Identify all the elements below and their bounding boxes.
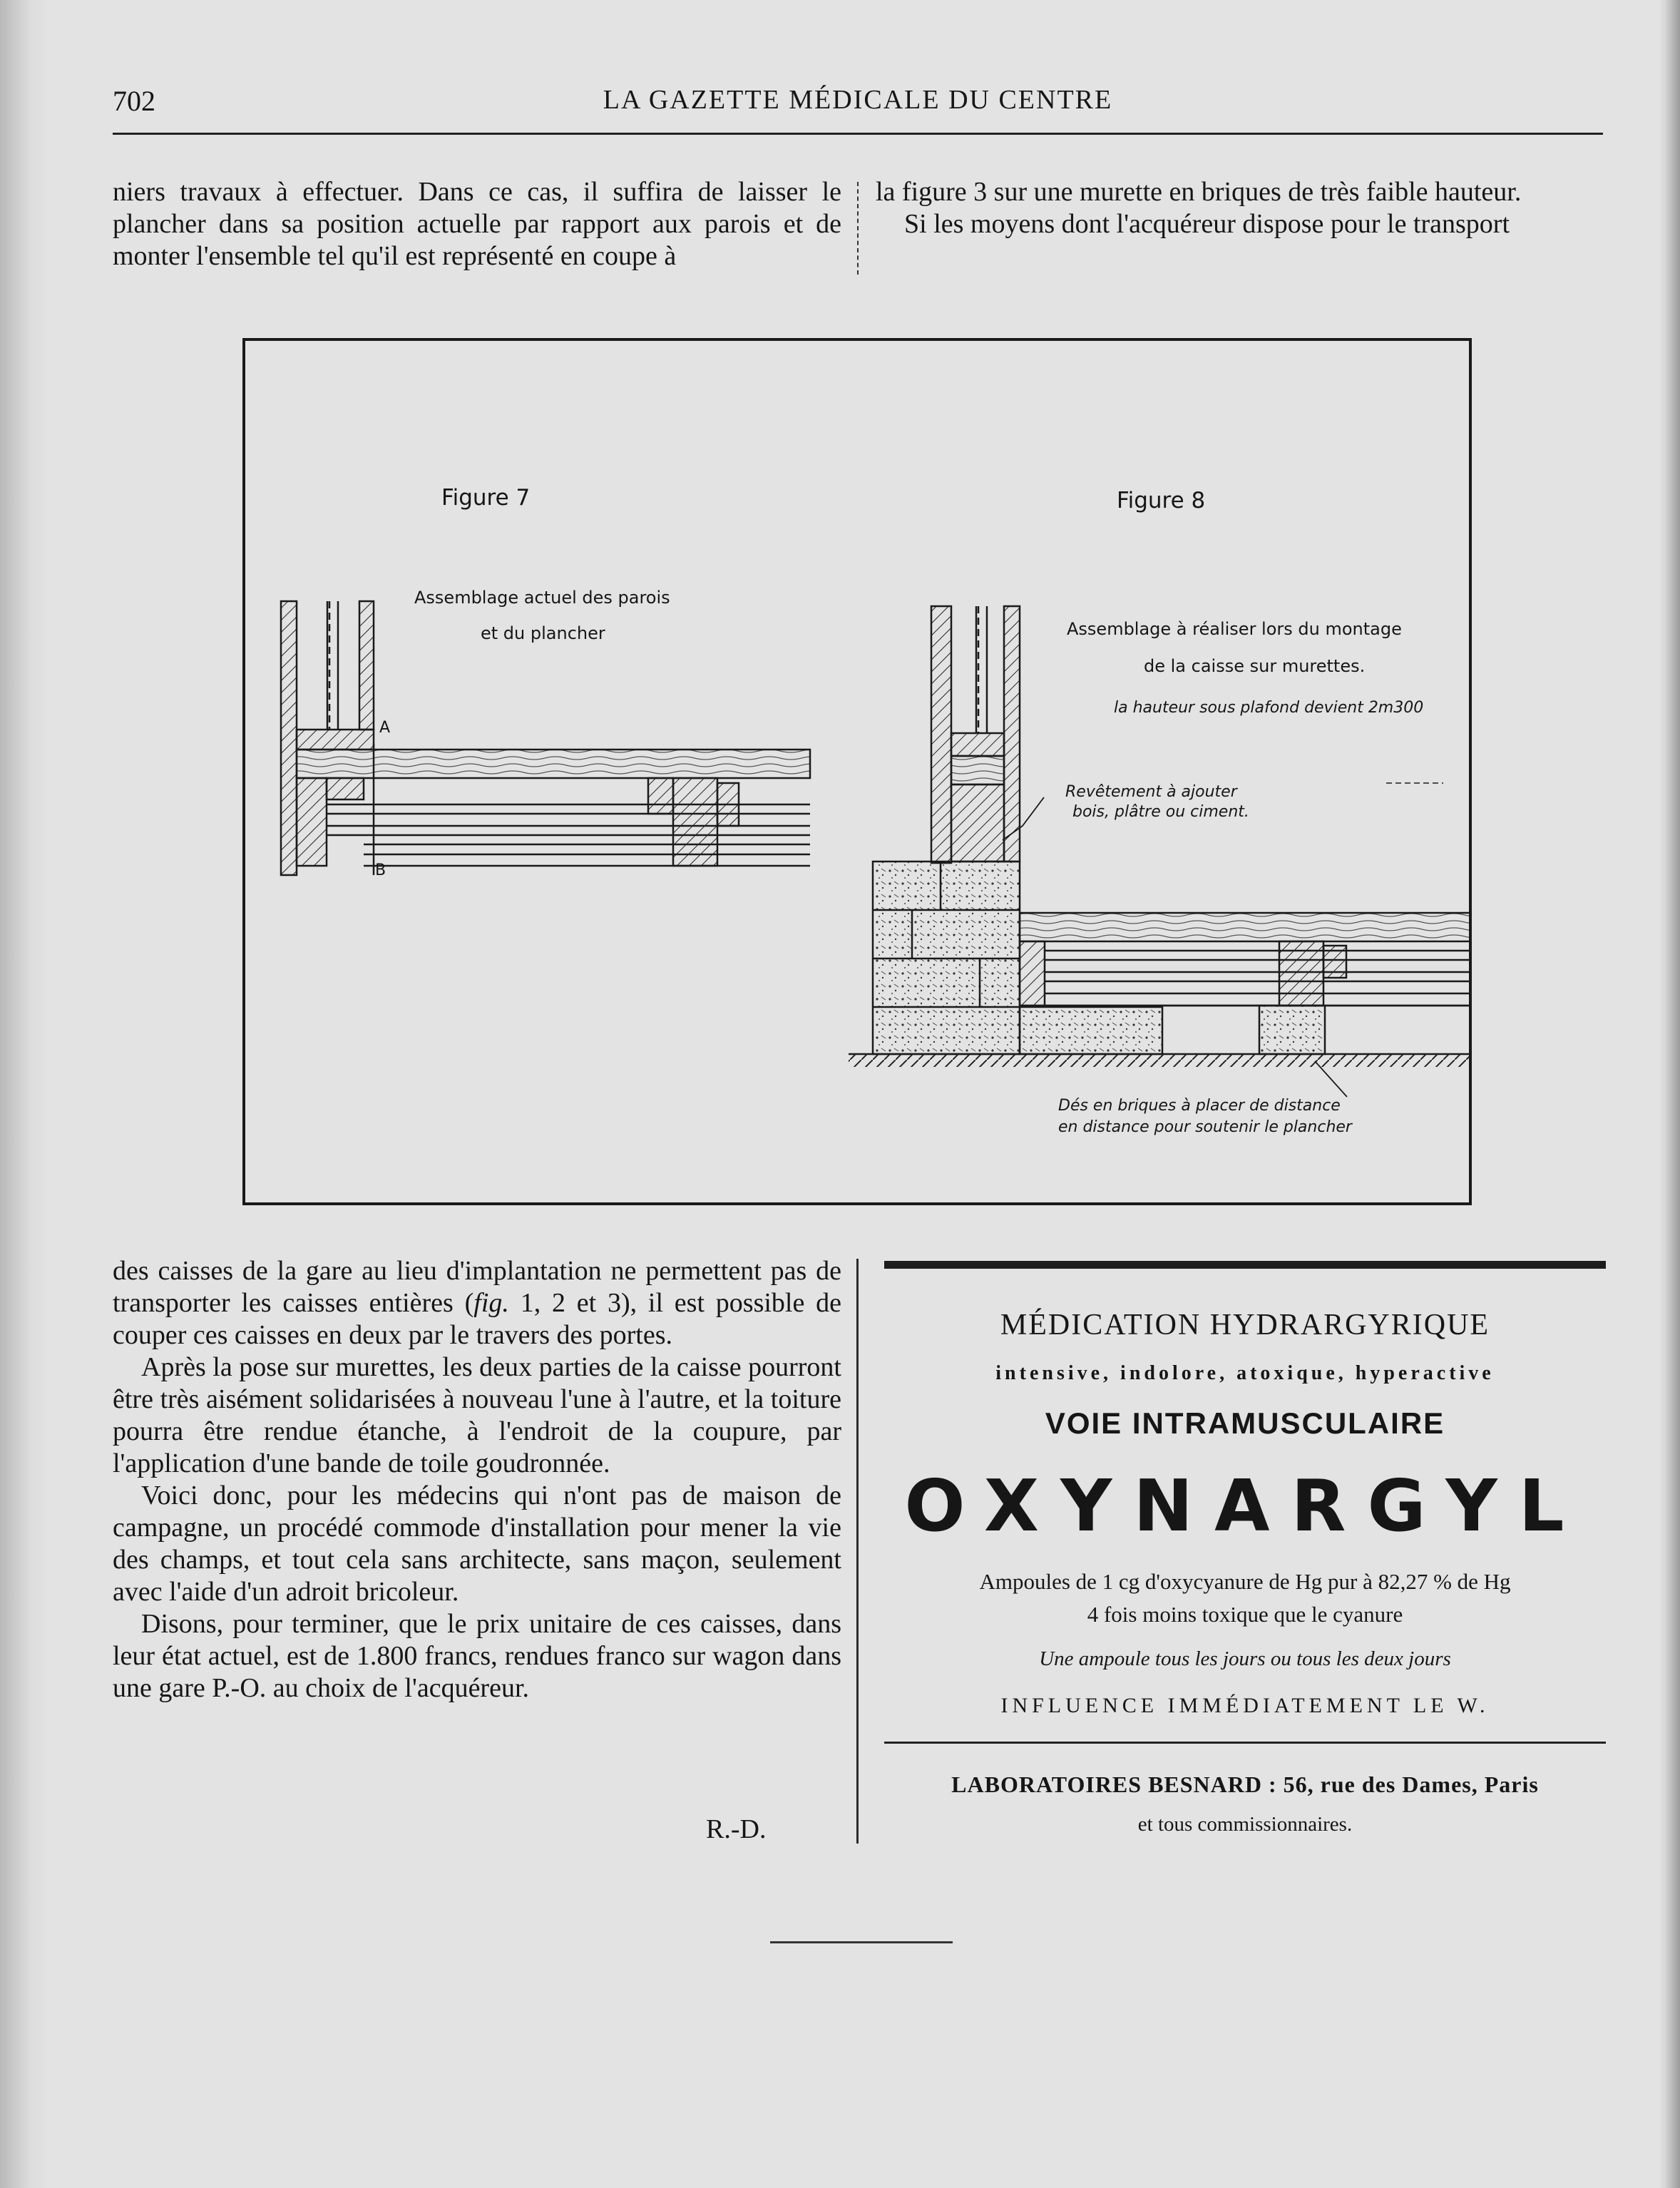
running-head bbox=[113, 84, 1603, 127]
article-column-bottom-left bbox=[113, 1255, 841, 1704]
article-paragraph: Après la pose sur murettes, les deux parties de la caisse pourront être très aisément solidarisées à nouveau l'une à l'autre, et la toiture pourra être rendue étanche, à l'endroit de la coupure, par l'application d'une bande de toile goudronnée. bbox=[113, 1352, 841, 1478]
figure-7-note: Assemblage actuel des parois bbox=[414, 588, 670, 608]
construction-drawings bbox=[245, 341, 1469, 1202]
figure-8-note: de la caisse sur murettes. bbox=[1144, 656, 1366, 676]
article-signature: R.-D. bbox=[706, 1814, 767, 1844]
figure-8-height-note: la hauteur sous plafond devient 2m300 bbox=[1114, 699, 1424, 717]
article-paragraph: Disons, pour terminer, que le prix unitaire de ces caisses, dans leur état actuel, est de 1.800 francs, rendues franco sur wagon dans une gare P.-O. au choix de l'acquéreur. bbox=[113, 1609, 841, 1703]
page-edge-shadow bbox=[1659, 0, 1680, 2188]
figure-8-caption: Figure 8 bbox=[1117, 488, 1206, 513]
page-number: 702 bbox=[113, 85, 155, 117]
ad-ampoules: Ampoules de 1 cg d'oxycyanure de Hg pur à 82,27 % de Hg bbox=[979, 1569, 1511, 1594]
ad-properties: intensive, indolore, atoxique, hyperactive bbox=[995, 1362, 1495, 1384]
figure-8-bricks-note: en distance pour soutenir le plancher bbox=[1058, 1118, 1352, 1136]
journal-title: LA GAZETTE MÉDICALE DU CENTRE bbox=[603, 85, 1113, 115]
figure-8-drawing bbox=[849, 606, 1469, 1097]
ad-route: VOIE INTRAMUSCULAIRE bbox=[1045, 1406, 1445, 1440]
ad-influence: INFLUENCE IMMÉDIATEMENT LE W. bbox=[1000, 1694, 1490, 1717]
figure-8-note: Assemblage à réaliser lors du montage bbox=[1067, 619, 1402, 639]
figure-7-caption: Figure 7 bbox=[441, 485, 531, 511]
ad-heading: MÉDICATION HYDRARGYRIQUE bbox=[1000, 1309, 1490, 1341]
figure-7-label-b: B bbox=[375, 862, 386, 879]
article-text: des caisses de la gare au lieu d'implantation ne permettent pas de transporter les caisses entières ( bbox=[113, 1256, 841, 1318]
ad-rule bbox=[884, 1742, 1606, 1744]
figure-8-cladding-note: Revêtement à ajouter bbox=[1065, 783, 1237, 801]
ad-laboratory: LABORATOIRES BESNARD : 56, rue des Dames, Paris bbox=[951, 1772, 1539, 1797]
figure-7-label-a: A bbox=[379, 719, 391, 737]
article-paragraph: la figure 3 sur une murette en briques de très faible hauteur. bbox=[876, 177, 1522, 207]
advertisement-oxynargyl bbox=[884, 1257, 1606, 1849]
header-rule bbox=[113, 133, 1603, 135]
column-divider bbox=[856, 1259, 859, 1844]
figure-7-note: et du plancher bbox=[481, 623, 605, 643]
article-paragraph: niers travaux à effectuer. Dans ce cas, il suffira de laisser le plancher dans sa position actuelle par rapport aux parois et de monter l'ensemble tel qu'il est représenté en coupe à bbox=[113, 177, 841, 271]
ad-brand-name: OXYNARGYL bbox=[904, 1464, 1586, 1548]
ad-dosage: Une ampoule tous les jours ou tous les deux jours bbox=[1039, 1647, 1451, 1670]
figure-reference: fig. bbox=[473, 1288, 509, 1318]
figure-8-cladding-note: bois, plâtre ou ciment. bbox=[1072, 803, 1249, 821]
article-column-top-left bbox=[113, 176, 841, 272]
figures-panel bbox=[242, 338, 1472, 1205]
article-paragraph: Si les moyens dont l'acquéreur dispose pour le transport bbox=[904, 209, 1510, 239]
article-text: 1, 2 et 3), il est possible de couper ces caisses en deux par le travers des portes. bbox=[113, 1288, 841, 1350]
ad-toxicity: 4 fois moins toxique que le cyanure bbox=[1087, 1602, 1403, 1627]
figure-8-bricks-note: Dés en briques à placer de distance bbox=[1058, 1097, 1341, 1115]
column-divider bbox=[857, 182, 860, 275]
article-paragraph: Voici donc, pour les médecins qui n'ont pas de maison de campagne, un procédé commode d'installation pour mener la vie des champs, et tout cela sans architecte, sans maçon, seulement avec l'aide d'un adroit bricoleur. bbox=[113, 1481, 841, 1607]
ad-agents: et tous commissionnaires. bbox=[1137, 1813, 1353, 1836]
article-paragraph bbox=[113, 1255, 841, 1351]
page-edge-shadow bbox=[0, 0, 50, 2188]
advertisement-top-bar bbox=[884, 1261, 1606, 1269]
end-rule bbox=[770, 1941, 953, 1943]
article-column-top-right bbox=[876, 176, 1607, 240]
